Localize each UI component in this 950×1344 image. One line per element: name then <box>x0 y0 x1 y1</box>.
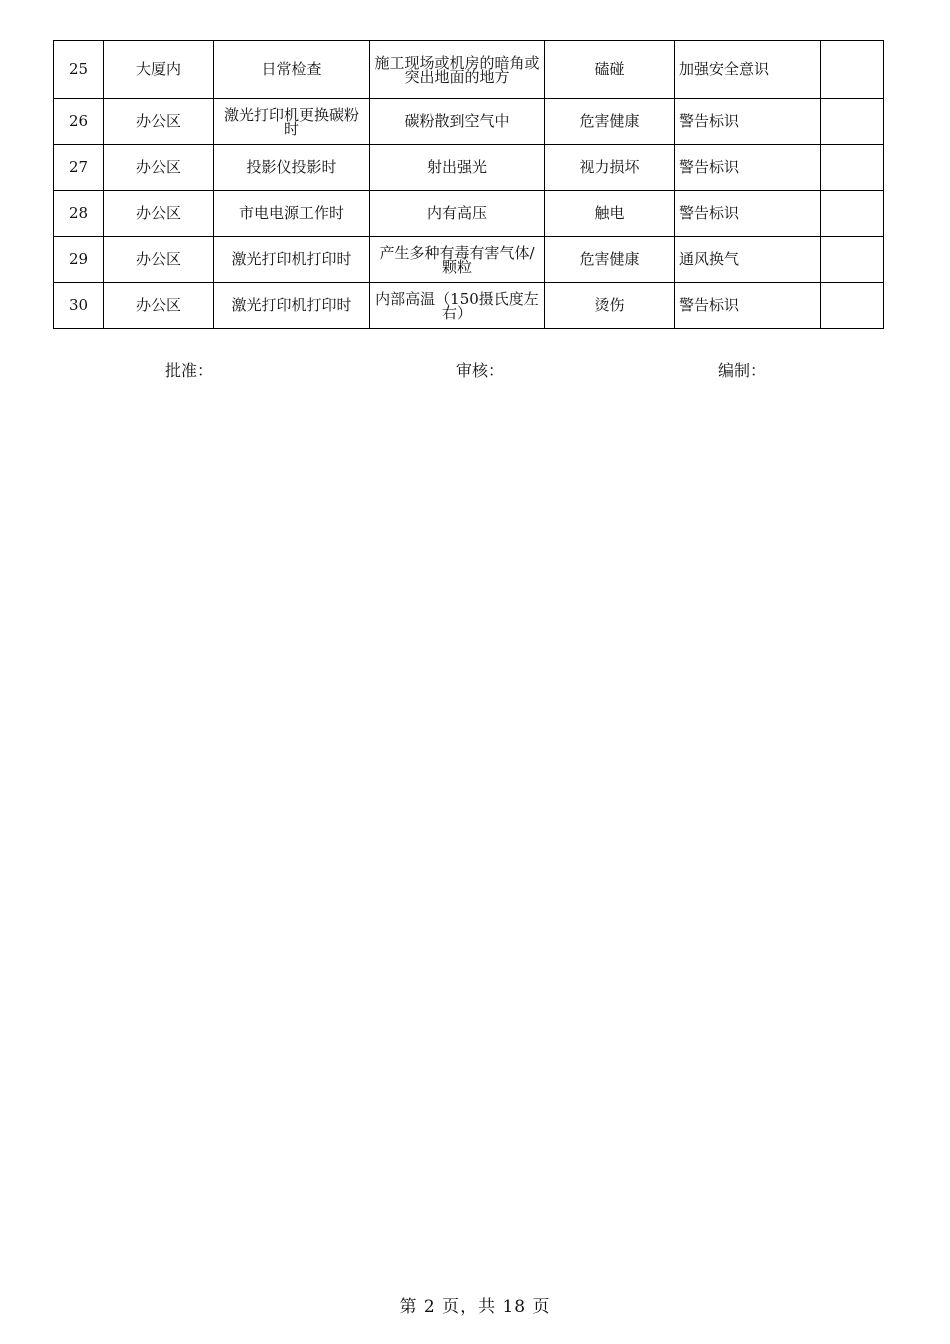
row-number: 28 <box>54 191 104 237</box>
activity-cell: 激光打印机打印时 <box>214 237 370 283</box>
location-cell: 办公区 <box>104 283 214 329</box>
table-row <box>54 99 884 145</box>
remark-cell <box>821 99 884 145</box>
hazard-cell: 射出强光 <box>370 145 545 191</box>
activity-cell: 激光打印机更换碳粉时 <box>214 99 370 145</box>
approve-label: 批准： <box>165 361 214 380</box>
consequence-cell: 危害健康 <box>545 99 675 145</box>
consequence-cell: 视力损坏 <box>545 145 675 191</box>
review-label: 审核： <box>456 361 505 380</box>
remark-cell <box>821 283 884 329</box>
hazard-table <box>53 40 884 329</box>
table-row <box>54 41 884 99</box>
consequence-cell: 烫伤 <box>545 283 675 329</box>
activity-cell: 日常检查 <box>214 41 370 99</box>
control-cell: 通风换气 <box>675 237 821 283</box>
control-cell: 警告标识 <box>675 99 821 145</box>
hazard-cell: 内部高温（150摄氏度左右） <box>370 283 545 329</box>
table-row <box>54 283 884 329</box>
remark-cell <box>821 191 884 237</box>
table-row <box>54 237 884 283</box>
row-number: 27 <box>54 145 104 191</box>
remark-cell <box>821 237 884 283</box>
consequence-cell: 磕碰 <box>545 41 675 99</box>
hazard-cell: 内有高压 <box>370 191 545 237</box>
control-cell: 加强安全意识 <box>675 41 821 99</box>
location-cell: 办公区 <box>104 99 214 145</box>
location-cell: 大厦内 <box>104 41 214 99</box>
activity-cell: 激光打印机打印时 <box>214 283 370 329</box>
compile-label: 编制： <box>718 361 767 380</box>
table-row <box>54 145 884 191</box>
page-footer: 第 2 页，共 18 页 <box>399 1297 551 1317</box>
activity-cell: 投影仪投影时 <box>214 145 370 191</box>
location-cell: 办公区 <box>104 145 214 191</box>
activity-cell: 市电电源工作时 <box>214 191 370 237</box>
hazard-cell: 碳粉散到空气中 <box>370 99 545 145</box>
control-cell: 警告标识 <box>675 145 821 191</box>
hazard-cell: 产生多种有毒有害气体/颗粒 <box>370 237 545 283</box>
table-row <box>54 191 884 237</box>
consequence-cell: 危害健康 <box>545 237 675 283</box>
remark-cell <box>821 41 884 99</box>
row-number: 29 <box>54 237 104 283</box>
consequence-cell: 触电 <box>545 191 675 237</box>
row-number: 30 <box>54 283 104 329</box>
control-cell: 警告标识 <box>675 191 821 237</box>
control-cell: 警告标识 <box>675 283 821 329</box>
row-number: 26 <box>54 99 104 145</box>
hazard-cell: 施工现场或机房的暗角或突出地面的地方 <box>370 41 545 99</box>
location-cell: 办公区 <box>104 237 214 283</box>
remark-cell <box>821 145 884 191</box>
location-cell: 办公区 <box>104 191 214 237</box>
row-number: 25 <box>54 41 104 99</box>
